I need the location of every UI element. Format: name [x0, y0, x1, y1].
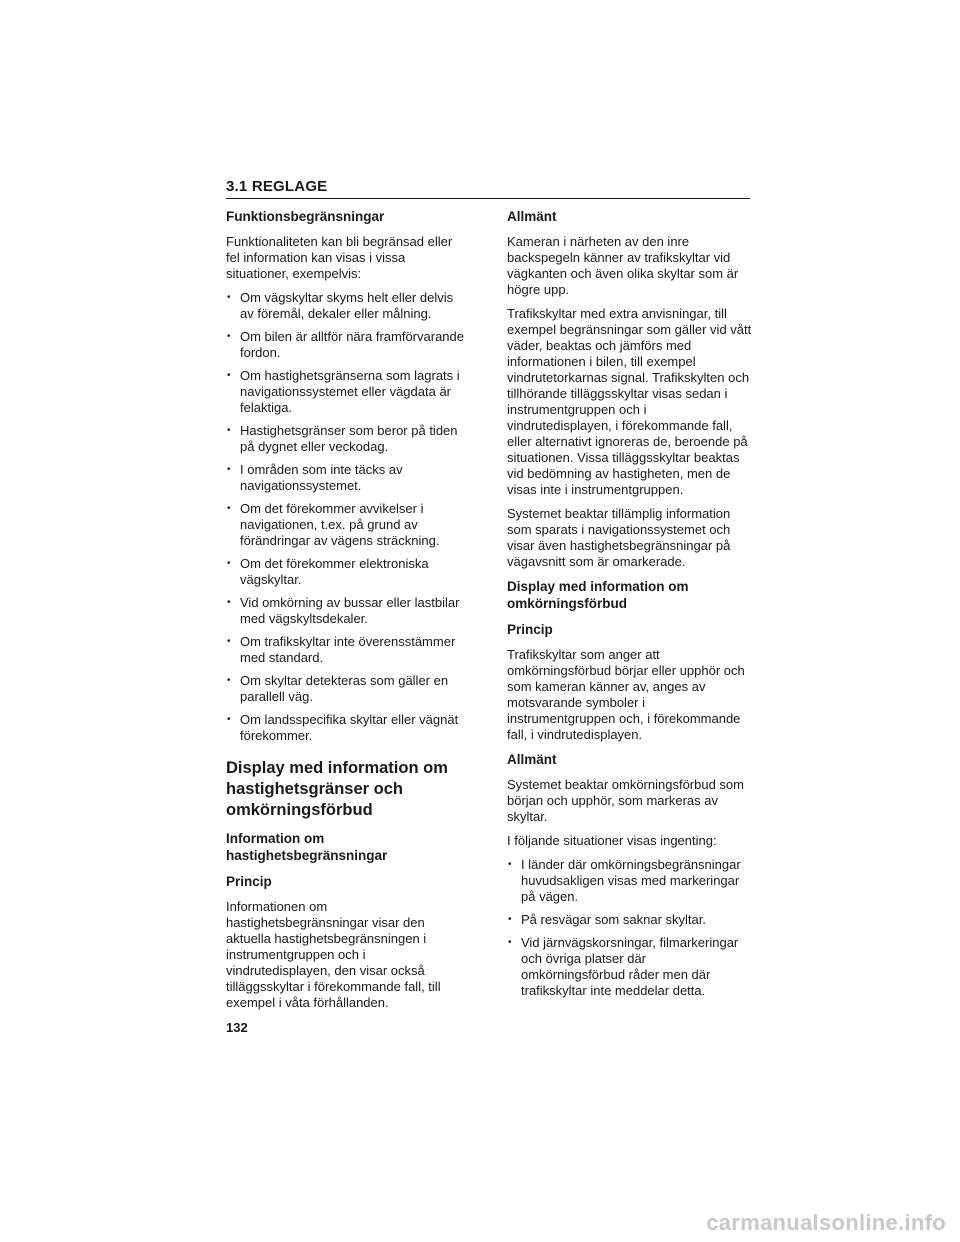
heading-funktionsbegransningar: Funktionsbegränsningar: [226, 209, 385, 224]
situations-list: [507, 857, 752, 999]
heading-princip: Princip: [226, 874, 272, 889]
list-item: • I områden som inte täcks av navigationssystemet.: [226, 462, 466, 494]
heading-information-hastighetsbegransningar: Information om hastighetsbegränsningar: [226, 831, 388, 863]
list-item: • Om det förekommer avvikelser i navigationen, t.ex. på grund av förändringar av vägens sträckning.: [226, 501, 466, 549]
list-item: • Om vägskyltar skyms helt eller delvis av föremål, dekaler eller målning.: [226, 290, 466, 322]
list-item: • Om hastighetsgränserna som lagrats i navigationssystemet eller vägdata är felaktiga.: [226, 368, 466, 416]
list-item: • Om bilen är alltför nära framförvarande fordon.: [226, 329, 466, 361]
left-column: [226, 208, 466, 1019]
list-item: • Om det förekommer elektroniska vägskyltar.: [226, 556, 466, 588]
heading-display-omkorningsforbud: Display med information om omkörningsförbud: [507, 579, 689, 611]
paragraph: Systemet beaktar tillämplig information som sparats i navigationssystemet och visar även hastighetsbegränsningar på vägavsnitt som är omarkerade.: [507, 506, 731, 569]
paragraph: I följande situationer visas ingenting:: [507, 833, 717, 848]
list-item: • Om landsspecifika skyltar eller vägnät förekommer.: [226, 712, 466, 744]
list-item: • Om skyltar detekteras som gäller en parallell väg.: [226, 673, 466, 705]
heading-display-hastighetsgranser: Display med information om hastighetsgränser och omkörningsförbud: [226, 759, 448, 819]
princip-paragraph: Informationen om hastighetsbegränsningar visar den aktuella hastighetsbegränsningen i instrumentgruppen och i vindrutedisplayen, den visar också tilläggsskyltar i förekommande fall, till exempel i våta förhållanden.: [226, 899, 441, 1010]
paragraph: Trafikskyltar med extra anvisningar, till exempel begränsningar som gäller vid vått väder, beaktas och jämförs med informationen i bilen, till exempel vindrutetorkarnas signal. Trafikskylten och tillhörande tilläggsskyltar visas sedan i instrumentgruppen och i vindrutedisplayen, i förekommande fall, eller alternativt ignoreras de, beroende på situationen. Vissa tilläggsskyltar beaktas vid bedömning av hastigheten, men de visas inte i instrumentgruppen.: [507, 306, 752, 497]
intro-paragraph: Funktionaliteten kan bli begränsad eller fel information kan visas i vissa situationer, exempelvis:: [226, 234, 453, 281]
section-header: 3.1 REGLAGE: [226, 178, 750, 199]
paragraph: Kameran i närheten av den inre backspegeln känner av trafikskyltar vid vägkanten och även olika skyltar som är högre upp.: [507, 234, 739, 297]
heading-allmant: Allmänt: [507, 752, 557, 767]
page-number: 132: [226, 1020, 248, 1035]
list-item: • Hastighetsgränser som beror på tiden på dygnet eller veckodag.: [226, 423, 466, 455]
heading-allmant: Allmänt: [507, 209, 557, 224]
heading-princip: Princip: [507, 622, 553, 637]
list-item: • Om trafikskyltar inte överensstämmer med standard.: [226, 634, 466, 666]
right-column: [507, 208, 752, 1007]
limitations-list: [226, 290, 466, 744]
paragraph: Systemet beaktar omkörningsförbud som början och upphör, som markeras av skyltar.: [507, 777, 744, 824]
list-item: • I länder där omkörningsbegränsningar huvudsakligen visas med markeringar på vägen.: [507, 857, 752, 905]
watermark: carmanualsonline.info: [706, 1210, 946, 1235]
paragraph: Trafikskyltar som anger att omkörningsförbud börjar eller upphör och som kameran känner av, anges av motsvarande symboler i instrumentgruppen och, i förekommande fall, i vindrutedisplayen.: [507, 647, 745, 742]
list-item: • På resvägar som saknar skyltar.: [507, 912, 752, 928]
list-item: • Vid järnvägskorsningar, filmarkeringar och övriga platser där omkörningsförbud råder men där trafikskyltar inte meddelar detta.: [507, 935, 752, 999]
list-item: • Vid omkörning av bussar eller lastbilar med vägskyltsdekaler.: [226, 595, 466, 627]
